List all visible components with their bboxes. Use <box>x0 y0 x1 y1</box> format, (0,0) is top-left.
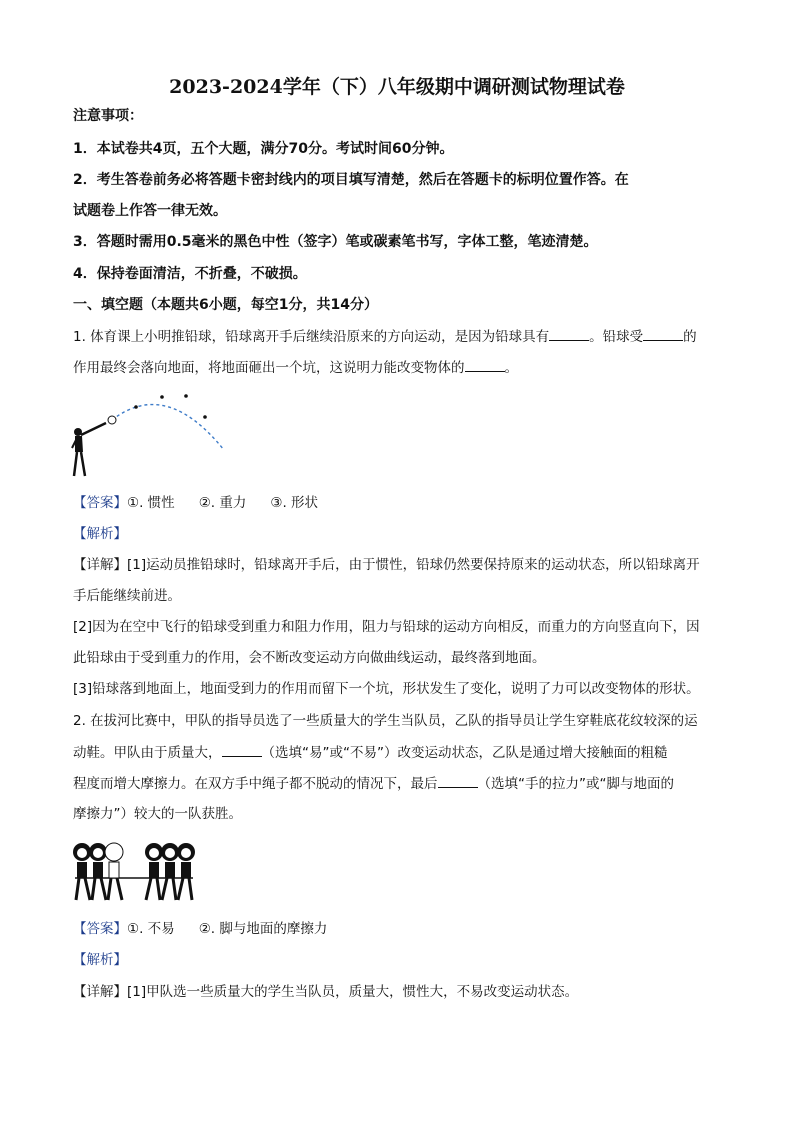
q2-line-4: 摩擦力”）较大的一队获胜。 <box>73 806 242 822</box>
team-b-figures <box>145 843 195 900</box>
notice-item-2-cont: 试题卷上作答一律无效。 <box>73 203 227 219</box>
notice-item-4: 4．保持卷面清洁，不折叠，不破损。 <box>73 266 307 282</box>
trajectory-curve <box>112 405 224 450</box>
q1-line-2: 作用最终会落向地面，将地面砸出一个坑，这说明力能改变物体的 。 <box>73 357 733 378</box>
answer-blank[interactable] <box>465 357 505 372</box>
q1-detail-5: [3]铅球落到地面上，地面受到力的作用而留下一个坑，形状发生了变化，说明了力可以改变物体的形状。 <box>73 681 700 697</box>
notice-item-3: 3．答题时需用0.5毫米的黑色中性（签字）笔或碳素笔书写，字体工整，笔迹清楚。 <box>73 234 598 250</box>
section-heading: 一、填空题（本题共6小题，每空1分，共14分） <box>73 297 378 313</box>
q1-line-1: 1. 体育课上小明推铅球，铅球离开手后继续沿原来的方向运动，是因为铅球具有 。铅球受 的 <box>73 326 733 347</box>
q2-line-3: 程度而增大摩擦力。在双方手中绳子都不脱动的情况下，最后 （选填“手的拉力”或“脚与地面的 <box>73 773 733 794</box>
tug-of-war-figure <box>70 838 198 904</box>
q2-line-2: 动鞋。甲队由于质量大， （选填“易”或“不易”）改变运动状态，乙队是通过增大接触面的粗糙 <box>73 742 733 763</box>
answer-blank[interactable] <box>549 326 589 341</box>
q2-detail: 【详解】[1]甲队选一些质量大的学生当队员，质量大，惯性大，不易改变运动状态。 <box>73 984 579 1000</box>
q2-answer: 【答案】①. 不易 ②. 脚与地面的摩擦力 <box>73 921 328 937</box>
answer-blank[interactable] <box>643 326 683 341</box>
page-title: 2023-2024学年（下）八年级期中调研测试物理试卷 <box>169 76 625 98</box>
q1-detail-2: 手后能继续前进。 <box>73 588 181 604</box>
athlete-figure <box>72 423 106 476</box>
q2-analysis-label: 【解析】 <box>73 952 127 968</box>
q1-detail-4: 此铅球由于受到重力的作用，会不断改变运动方向做曲线运动，最终落到地面。 <box>73 650 546 666</box>
q1-analysis-label: 【解析】 <box>73 526 127 542</box>
shot-ball <box>108 416 116 424</box>
q1-detail-1: 【详解】[1]运动员推铅球时，铅球离开手后，由于惯性，铅球仍然要保持原来的运动状态，所以铅球离开 <box>73 557 700 573</box>
notice-item-2: 2．考生答卷前务必将答题卡密封线内的项目填写清楚，然后在答题卡的标明位置作答。在 <box>73 172 629 188</box>
answer-blank[interactable] <box>222 742 262 757</box>
notice-heading: 注意事项： <box>73 108 143 124</box>
q2-line-1: 2. 在拔河比赛中，甲队的指导员选了一些质量大的学生当队员，乙队的指导员让学生穿鞋底花纹较深的运 <box>73 713 698 729</box>
shot-put-figure <box>66 390 231 480</box>
q1-answer: 【答案】①. 惯性 ②. 重力 ③. 形状 <box>73 495 319 511</box>
q1-detail-3: [2]因为在空中飞行的铅球受到重力和阻力作用，阻力与铅球的运动方向相反，而重力的方向竖直向下，因 <box>73 619 700 635</box>
answer-blank[interactable] <box>438 773 478 788</box>
team-a-figures <box>73 843 123 900</box>
notice-item-1: 1．本试卷共4页，五个大题，满分70分。考试时间60分钟。 <box>73 141 454 157</box>
